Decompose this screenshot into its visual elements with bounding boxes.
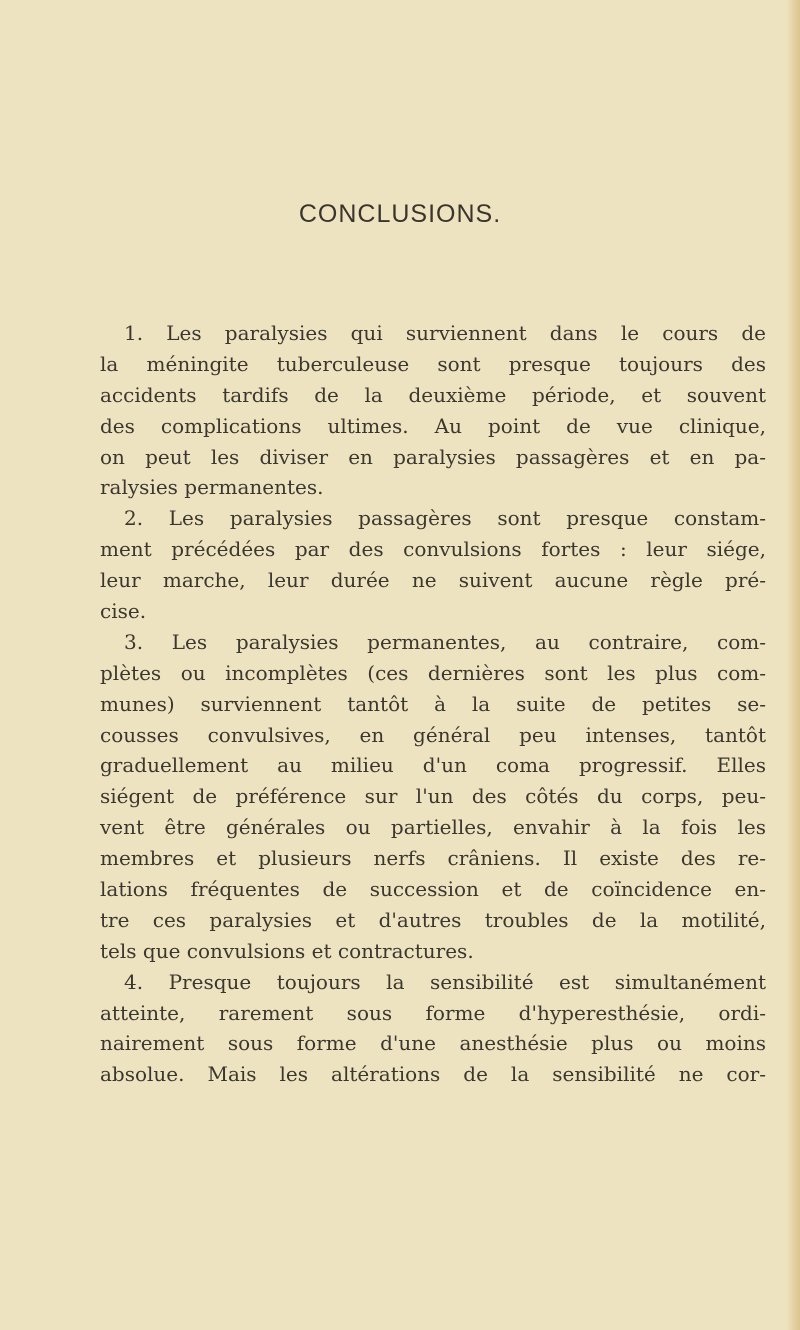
text-line: cousses convulsives, en général peu intenses, tantôt bbox=[100, 722, 766, 747]
text-line: vent être générales ou partielles, envahir à la fois les bbox=[100, 815, 766, 840]
text-line: absolue. Mais les altérations de la sensibilité ne cor- bbox=[100, 1062, 766, 1087]
text-line: accidents tardifs de la deuxième période, et souvent bbox=[100, 382, 766, 407]
text-line: munes) surviennent tantôt à la suite de petites se- bbox=[100, 691, 766, 716]
text-line: lations fréquentes de succession et de coïncidence en- bbox=[100, 877, 766, 902]
text-line: la méningite tuberculeuse sont presque toujours des bbox=[100, 351, 766, 376]
text-line: des complications ultimes. Au point de vue clinique, bbox=[100, 413, 766, 438]
text-line: 3. Les paralysies permanentes, au contraire, com- bbox=[124, 629, 766, 654]
text-line: graduellement au milieu d'un coma progressif. Elles bbox=[100, 753, 766, 778]
body-text bbox=[100, 318, 766, 1090]
text-line: on peut les diviser en paralysies passagères et en pa- bbox=[100, 444, 766, 469]
text-line: cise. bbox=[100, 599, 147, 624]
text-line: plètes ou incomplètes (ces dernières sont les plus com- bbox=[100, 660, 766, 685]
text-line: siégent de préférence sur l'un des côtés du corps, peu- bbox=[100, 784, 766, 809]
text-line: tre ces paralysies et d'autres troubles de la motilité, bbox=[100, 907, 766, 932]
text-line: leur marche, leur durée ne suivent aucune règle pré- bbox=[100, 568, 766, 593]
text-line: 4. Presque toujours la sensibilité est simultanément bbox=[124, 969, 766, 994]
text-line: 1. Les paralysies qui surviennent dans le cours de bbox=[124, 321, 766, 345]
text-line: ment précédées par des convulsions fortes : leur siége, bbox=[100, 537, 766, 562]
text-line: 2. Les paralysies passagères sont presque constam- bbox=[124, 506, 766, 531]
page-title: CONCLUSIONS. bbox=[298, 200, 502, 228]
text-line: ralysies permanentes. bbox=[100, 475, 324, 500]
text-line: tels que convulsions et contractures. bbox=[100, 938, 474, 963]
text-line: membres et plusieurs nerfs crâniens. Il existe des re- bbox=[100, 846, 766, 871]
text-line: nairement sous forme d'une anesthésie plus ou moins bbox=[100, 1031, 766, 1056]
text-line: atteinte, rarement sous forme d'hyperesthésie, ordi- bbox=[100, 1000, 766, 1025]
